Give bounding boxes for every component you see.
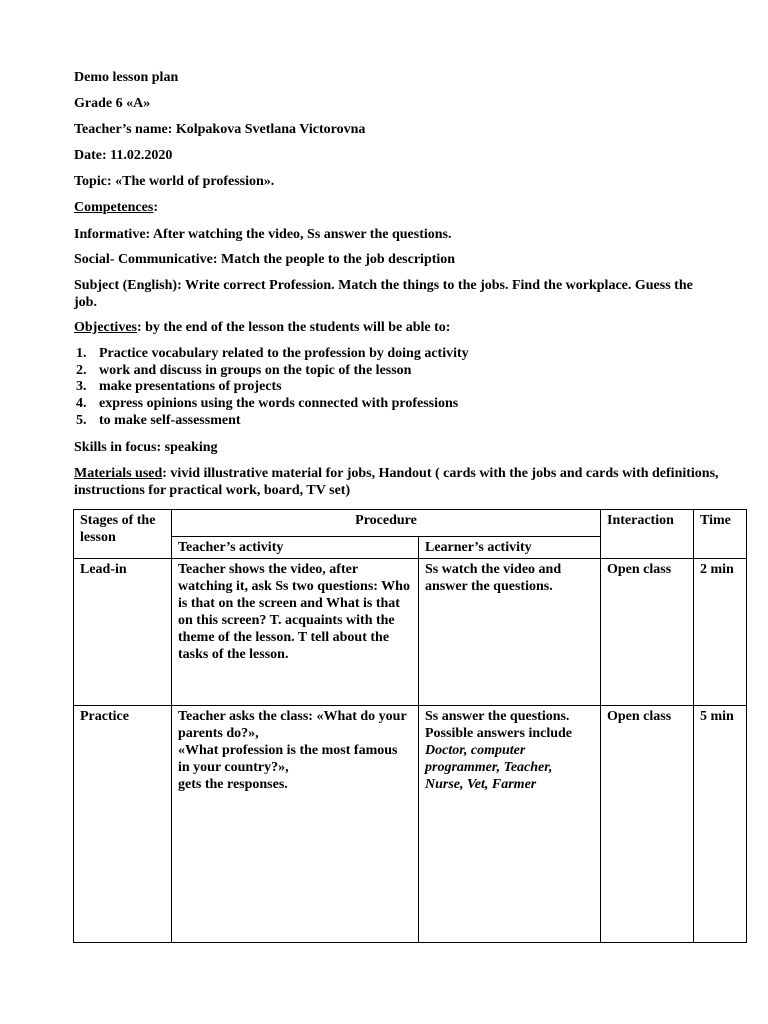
teacher-name: Teacher’s name: Kolpakova Svetlana Victorovna [74,122,366,137]
learner-activity-cell [419,706,601,943]
objectives-intro: : by the end of the lesson the students will be able to: [136,320,451,335]
list-number: 3. [76,379,87,395]
lesson-topic: Topic: «The world of profession». [74,174,275,189]
teacher-activity-cell [172,706,419,943]
teacher-activity-line: gets the responses. [178,777,288,792]
header-time: Time [694,510,747,559]
table-row [74,706,747,943]
list-number: 2. [76,362,87,378]
list-number: 5. [76,412,87,428]
list-text: express opinions using the words connected with professions [99,396,459,412]
list-text: work and discuss in groups on the topic of the lesson [99,362,412,378]
header-procedure: Procedure [172,510,601,537]
materials-label: Materials used [74,466,163,481]
informative-competence: Informative: After watching the video, Ss answer the questions. [74,227,452,242]
lesson-plan-table [73,509,747,943]
possible-answers: Doctor, computer programmer, Teacher, Nurse, Vet, Farmer [425,743,553,792]
table-row [74,559,747,706]
doc-title: Demo lesson plan [74,70,179,85]
time-cell: 5 min [694,706,747,943]
competences-label: Competences [74,200,154,215]
list-text: Practice vocabulary related to the profession by doing activity [99,346,469,361]
objectives-heading [74,319,714,336]
interaction-cell: Open class [601,559,694,706]
social-competence: Social- Communicative: Match the people to the job description [74,252,456,267]
learner-activity-cell: Ss watch the video and answer the questions. [419,559,601,706]
time-cell: 2 min [694,559,747,706]
stage-cell: Practice [74,706,172,943]
learner-activity-text: Ss answer the questions. Possible answers include [425,709,573,741]
materials-text: : vivid illustrative material for jobs, Handout ( cards with the jobs and cards with definitions, instructions for practical work, board, TV set) [74,466,719,498]
header-stages: Stages of the lesson [74,510,172,559]
list-number: 4. [76,396,87,412]
competences-colon: : [153,200,158,215]
objectives-label: Objectives [74,320,137,335]
subject-competence: Subject (English): Write correct Profession. Match the things to the jobs. Find the workplace. Guess the job. [74,278,693,310]
list-item [74,412,469,429]
teacher-activity-line: «What profession is the most famous in your country?», [178,743,398,775]
stage-cell: Lead-in [74,559,172,706]
teacher-activity-cell: Teacher shows the video, after watching it, ask Ss two questions: Who is that on the screen and What is that on this screen? T. acquaints with the theme of the lesson. T tell about the tasks of the lesson. [172,559,419,706]
grade: Grade 6 «A» [74,96,151,111]
list-item [74,362,469,379]
list-item [74,378,469,395]
list-item [74,395,469,412]
header-teacher-activity: Teacher’s activity [172,537,419,559]
teacher-activity-line: Teacher asks the class: «What do your parents do?», [178,709,407,741]
list-number: 1. [76,346,87,361]
lesson-date: Date: 11.02.2020 [74,148,173,163]
interaction-cell: Open class [601,706,694,943]
objectives-list [74,345,469,428]
header-interaction: Interaction [601,510,694,559]
skills-in-focus: Skills in focus: speaking [74,440,218,455]
competences-heading [74,199,714,216]
list-item [74,345,469,362]
materials-used [74,465,724,499]
table-header-row [74,510,747,537]
list-text: to make self-assessment [99,412,241,428]
list-text: make presentations of projects [99,379,282,395]
header-learner-activity: Learner’s activity [419,537,601,559]
